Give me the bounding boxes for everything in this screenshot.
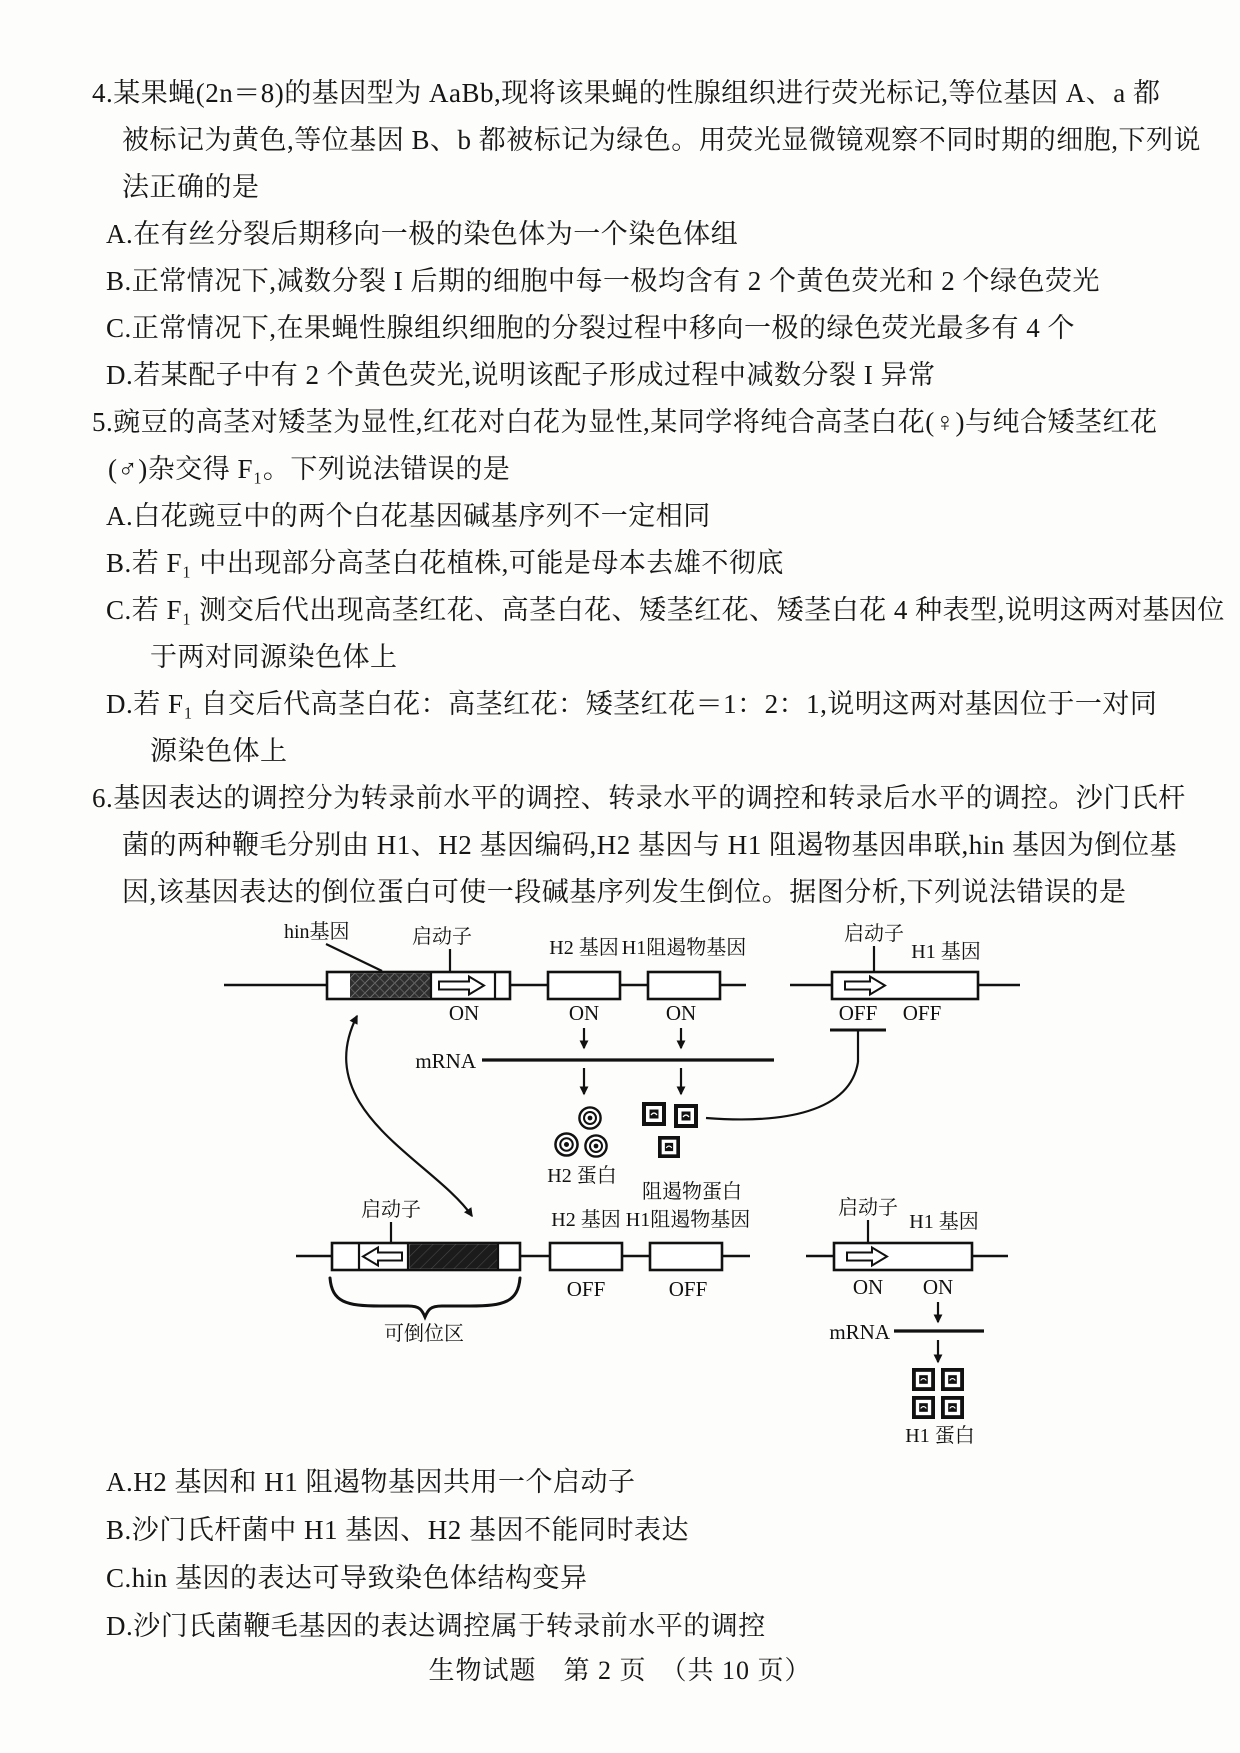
repression-inhibition-link	[706, 1030, 886, 1119]
q4-option-c: C.正常情况下,在果蝇性腺组织细胞的分裂过程中移向一极的绿色荧光最多有 4 个	[106, 313, 1076, 343]
q4-stem-line2: 被标记为黄色,等位基因 B、b 都被标记为绿色。用荧光显微镜观察不同时期的细胞,下列说	[122, 125, 1202, 155]
label-h1-gene-row2: H1 基因	[909, 1211, 979, 1233]
row2-invertible-segment	[332, 1243, 520, 1270]
row1-h1-repressor-gene-box	[648, 972, 720, 999]
h1-protein-molecules	[912, 1368, 964, 1419]
label-hin-gene: hin基因	[284, 921, 350, 943]
label-h2-protein: H2 蛋白	[547, 1165, 617, 1187]
q5-stem-line1: 5.豌豆的高茎对矮茎为显性,红花对白花为显性,某同学将纯合高茎白花(♀)与纯合矮茎红花	[92, 407, 1158, 437]
q5-option-c-line1: C.若 F₁ 测交后代出现高茎红花、高茎白花、矮茎红花、矮茎白花 4 种表型,说明这两对基因位	[106, 595, 1225, 625]
hin-gene-region-inverted	[409, 1244, 497, 1268]
on-label-row1-h2: ON	[568, 1001, 600, 1025]
label-h1-gene-row1: H1 基因	[911, 941, 981, 963]
question-5	[92, 399, 1240, 775]
label-invertible-region: 可倒位区	[384, 1323, 464, 1345]
q6-option-c: C.hin 基因的表达可导致染色体结构变异	[106, 1563, 588, 1593]
label-repressor-protein: 阻遏物蛋白	[642, 1181, 742, 1203]
label-promoter-row2-left: 启动子	[361, 1199, 421, 1221]
label-mrna-row1: mRNA	[415, 1049, 476, 1073]
gene-regulation-diagram	[184, 916, 1240, 1456]
label-promoter-row2-right: 启动子	[838, 1197, 898, 1219]
label-h2-gene-row2: H2 基因	[551, 1209, 621, 1231]
off-label-row1-h1: OFF	[902, 1001, 942, 1025]
question-4	[92, 70, 1240, 399]
row2-h2-gene-box	[550, 1243, 622, 1270]
off-label-row2-h1rep: OFF	[668, 1277, 708, 1301]
inversion-flip-arrow	[346, 1016, 472, 1216]
on-label-row2-h1: ON	[922, 1275, 954, 1299]
on-label-row1-h1rep: ON	[665, 1001, 697, 1025]
label-h1-protein: H1 蛋白	[905, 1425, 975, 1447]
q6-stem-line2: 菌的两种鞭毛分别由 H1、H2 基因编码,H2 基因与 H1 阻遏物基因串联,hin 基因为倒位基	[122, 830, 1177, 860]
q4-stem-line1: 4.某果蝇(2n＝8)的基因型为 AaBb,现将该果蝇的性腺组织进行荧光标记,等位基因 A、a 都	[92, 78, 1161, 108]
hin-gene-pointer-line	[326, 944, 382, 971]
h2-protein-molecules	[555, 1107, 606, 1156]
row1-h2-gene-box	[548, 972, 620, 999]
label-promoter-row1-left: 启动子	[412, 926, 472, 948]
q6-option-a: A.H2 基因和 H1 阻遏物基因共用一个启动子	[106, 1467, 636, 1497]
q6-option-b: B.沙门氏杆菌中 H1 基因、H2 基因不能同时表达	[106, 1515, 690, 1545]
question-6	[92, 775, 1240, 916]
question-6-options	[92, 1458, 1240, 1650]
q6-stem-line3: 因,该基因表达的倒位蛋白可使一段碱基序列发生倒位。据图分析,下列说法错误的是	[122, 877, 1127, 907]
q4-option-b: B.正常情况下,减数分裂 I 后期的细胞中每一极均含有 2 个黄色荧光和 2 个绿色荧光	[106, 266, 1100, 296]
label-mrna-row2: mRNA	[829, 1320, 890, 1344]
on-label-row1-promoter: ON	[448, 1001, 480, 1025]
q5-option-d-line1: D.若 F₁ 自交后代高茎白花：高茎红花：矮茎红花＝1：2：1,说明这两对基因位于一对同	[106, 689, 1158, 719]
q4-stem-line3: 法正确的是	[122, 172, 260, 202]
q6-stem-line1: 6.基因表达的调控分为转录前水平的调控、转录水平的调控和转录后水平的调控。沙门氏杆	[92, 783, 1186, 813]
label-promoter-row1-right: 启动子	[844, 923, 904, 945]
label-h1-repressor-gene-row2: H1阻遏物基因	[625, 1209, 751, 1231]
q5-option-c-line2: 于两对同源染色体上	[150, 642, 398, 672]
q4-option-a: A.在有丝分裂后期移向一极的染色体为一个染色体组	[106, 219, 739, 249]
repressor-protein-molecules	[642, 1102, 698, 1158]
row2-h1-segment	[806, 1243, 1008, 1270]
label-h2-gene-row1: H2 基因	[549, 937, 619, 959]
q4-option-d: D.若某配子中有 2 个黄色荧光,说明该配子形成过程中减数分裂 I 异常	[106, 360, 936, 390]
on-label-row2-promoter: ON	[852, 1275, 884, 1299]
q5-option-a: A.白花豌豆中的两个白花基因碱基序列不一定相同	[106, 501, 711, 531]
off-label-row2-h2: OFF	[566, 1277, 606, 1301]
q6-option-d: D.沙门氏菌鞭毛基因的表达调控属于转录前水平的调控	[106, 1611, 766, 1641]
invertible-region-brace	[330, 1278, 520, 1317]
q5-option-d-line2: 源染色体上	[150, 736, 288, 766]
off-label-row1-promoter: OFF	[838, 1001, 878, 1025]
hin-gene-region	[350, 973, 430, 997]
row1-h1-segment	[790, 972, 1020, 999]
row1-invertible-segment	[327, 972, 510, 999]
q5-option-b: B.若 F₁ 中出现部分高茎白花植株,可能是母本去雄不彻底	[106, 548, 784, 578]
row2-h1-repressor-gene-box	[650, 1243, 722, 1270]
q5-stem-line2: (♂)杂交得 F₁。下列说法错误的是	[108, 454, 511, 484]
label-h1-repressor-gene-row1: H1阻遏物基因	[621, 937, 747, 959]
page-footer: 生物试题 第 2 页 （共 10 页）	[428, 1656, 812, 1685]
